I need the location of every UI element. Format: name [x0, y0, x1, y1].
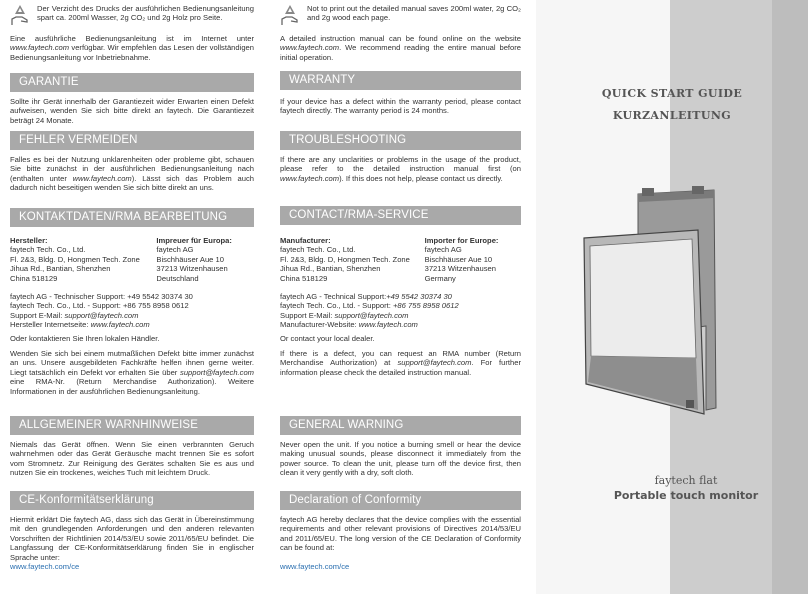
general-header-en: GENERAL WARNING — [280, 416, 521, 435]
intro-de — [10, 34, 254, 62]
warranty-text-de: Sollte ihr Gerät innerhalb der Garantiezeit wider Erwarten einen Defekt aufweisen, wenden Sie sich bitte direkt an faytech. Die Garantiezeit beträgt 24 Monate. — [10, 97, 254, 125]
rma-text-en — [280, 349, 521, 377]
contact-header-en: CONTACT/RMA-SERVICE — [280, 206, 521, 225]
intro-link[interactable]: www.faytech.com — [10, 43, 70, 53]
maker-line: faytech Tech. Co., Ltd. — [10, 245, 86, 255]
maker-line: Fl. 2&3, Bldg. D, Hongmen Tech. Zone — [10, 254, 140, 264]
rma-text-b: . For further information please check the detailed instruction manual. — [280, 358, 521, 377]
eco-note-text: Not to print out the detailed manual saves 200ml water, 2g CO₂ and 2g wood each page. — [307, 4, 521, 23]
importer-line: faytech AG — [424, 245, 462, 255]
maker-line: Jihua Rd., Bantian, Shenzhen — [10, 264, 111, 274]
general-text-en: Never open the unit. If you notice a burning smell or hear the device making unusual sounds, please disconnect it immediately from the power source. To clean the unit, please turn off the device first, then clean it very gently with a dry, soft cloth. — [280, 440, 521, 478]
addresses-de — [10, 236, 254, 283]
errors-header-de: FEHLER VERMEIDEN — [10, 131, 254, 150]
trouble-text-b: ). If this does not help, please contact us directly. — [339, 173, 503, 183]
intro-text-a: A detailed instruction manual can be found online on the website — [280, 34, 521, 43]
trouble-link[interactable]: www.faytech.com — [280, 173, 340, 183]
contact-header-de: KONTAKTDATEN/RMA BEARBEITUNG — [10, 208, 254, 227]
support-label: Support E-Mail: — [280, 310, 333, 320]
guide-title-de: KURZANLEITUNG — [612, 109, 732, 122]
support-label: Hersteller Internetseite: — [10, 320, 89, 330]
rma-text-a: Wenden Sie sich bei einem mutmaßlichen Defekt bitte immer zunächst an uns. Unsere ausgebildeten Fachkräfte helfen ihnen gerne weiter. Liegt tatsächlich ein Defekt vor erhalten Sie über — [10, 349, 254, 377]
support-website[interactable]: www.faytech.com — [90, 320, 150, 330]
rma-text-b: eine RMA-Nr. (Return Merchandise Authorization). Weitere Informationen in der ausführlichen Bedienungsanleitung. — [10, 377, 254, 396]
eco-note-text: Der Verzicht des Drucks der ausführlichen Bedienungsanleitung spart ca. 200ml Wasser, 2g CO₂ und 2g Holz pro Seite. — [37, 4, 254, 23]
maker-line: Jihua Rd., Bantian, Shenzhen — [280, 264, 381, 274]
general-text-de: Niemals das Gerät öffnen. Wenn Sie einen verbrannten Geruch wahrnehmen oder das Gerät Geräusche macht trennen Sie es sofort vom Stromnetz. Zur Reinigung des Gerätes schalten Sie es aus und nutzen Sie ein trockenes, weiches Tuch mit leichtem Druck. — [10, 440, 254, 478]
ce-link-de[interactable]: www.faytech.com/ce — [10, 562, 80, 572]
trouble-header-en: TROUBLESHOOTING — [280, 131, 521, 150]
product-brand: faytech flat — [654, 474, 718, 487]
recycle-hand-icon — [280, 4, 300, 26]
german-column — [10, 0, 254, 594]
support-phone: +49 5542 30374 30 — [127, 292, 193, 301]
support-email[interactable]: support@faytech.com — [334, 310, 409, 320]
warranty-text-en: If your device has a defect within the warranty period, please contact faytech directly. The warranty period is 24 months. — [280, 97, 521, 116]
rma-text-a: If there is a defect, you can request an RMA number (Return Merchandise Authorization) at — [280, 349, 521, 368]
maker-line: China 518129 — [280, 273, 328, 283]
rma-text-de — [10, 349, 254, 396]
eco-note-en — [280, 4, 521, 28]
support-label: faytech Tech. Co., Ltd. - Support: — [10, 301, 121, 311]
importer-label-de: Impreuer für Europa: — [156, 236, 232, 245]
maker-label-de: Hersteller: — [10, 236, 48, 245]
eco-note-de — [10, 4, 254, 28]
support-de — [10, 292, 254, 330]
local-dealer-en: Or contact your local dealer. — [280, 334, 375, 343]
english-column — [280, 0, 521, 594]
support-en — [280, 292, 521, 330]
importer-label-en: Importer for Europe: — [424, 236, 499, 245]
warranty-header-en: WARRANTY — [280, 71, 521, 90]
general-header-de: ALLGEMEINER WARNHINWEISE — [10, 416, 254, 435]
support-email[interactable]: support@faytech.com — [64, 310, 139, 320]
importer-line: faytech AG — [156, 245, 194, 255]
support-phone: +49 5542 30374 30 — [386, 292, 452, 301]
maker-line: Fl. 2&3, Bldg. D, Hongmen Tech. Zone — [280, 254, 410, 264]
addresses-en — [280, 236, 521, 283]
support-label: faytech AG - Technical Support: — [280, 292, 387, 301]
importer-line: 37213 Witzenhausen — [424, 264, 496, 274]
rma-link[interactable]: support@faytech.com — [397, 358, 472, 368]
errors-text-a: Falles es bei der Nutzung unklarenheiten oder probleme gibt, schauen Sie bitte zunächst in der ausführlichen Bedienungsanleitung nach (enthalten unter — [10, 155, 254, 183]
recycle-hand-icon — [10, 4, 30, 26]
intro-text-b: verfügbar. Wir empfehlen das Lesen der vollständigen Bedienungsanleitung vor Inbetriebnahme. — [10, 43, 254, 62]
intro-en — [280, 34, 521, 62]
cover-panel — [536, 0, 808, 594]
local-dealer-de: Oder kontaktieren Sie Ihren lokalen Händler. — [10, 334, 160, 343]
support-phone: +86 755 8958 0612 — [123, 301, 189, 311]
product-type: Portable touch monitor — [613, 489, 759, 502]
importer-line: Bischhäuser Aue 10 — [424, 254, 493, 264]
warranty-header-de: GARANTIE — [10, 73, 254, 92]
maker-line: China 518129 — [10, 273, 58, 283]
trouble-text-a: If there are any unclarities or problems in the usage of the product, please refer to the detailed instruction manual first (on — [280, 155, 521, 174]
support-label: Support E-Mail: — [10, 310, 63, 320]
intro-text-b: . We recommend reading the entire manual before initial operation. — [280, 43, 521, 62]
rma-link[interactable]: support@faytech.com — [180, 367, 254, 377]
trouble-text-en — [280, 155, 521, 183]
ce-header-de: CE-Konformitätserklärung — [10, 491, 254, 510]
errors-text-de — [10, 155, 254, 193]
importer-line: Germany — [424, 273, 456, 283]
ce-text-de: Hiermit erklärt Die faytech AG, dass sich das Gerät in Übereinstimmung mit den grundlegenden Anforderungen und den anderen relevanten Vorschriften der Richtlinien 2014/53/EU sowie 2011/65/EU befindet. Die Langfassung der CE-Konformitätserklärung finden Sie in englischer Sprache unter: — [10, 515, 254, 562]
maker-line: faytech Tech. Co., Ltd. — [280, 245, 356, 255]
errors-text-b: ). Lässt sich das Problem auch dadurch nicht beseitigen wenden Sie sich bitte direkt an uns. — [10, 173, 254, 193]
ce-header-en: Declaration of Conformity — [280, 491, 521, 510]
support-label: faytech AG - Technischer Support: — [10, 292, 126, 301]
intro-text-a: Eine ausführliche Bedienungsanleitung ist im Internet unter — [10, 34, 254, 43]
errors-link[interactable]: www.faytech.com — [72, 173, 132, 183]
importer-line: 37213 Witzenhausen — [156, 264, 228, 274]
support-label: Manufacturer-Website: — [280, 320, 357, 330]
ce-text-en: faytech AG hereby declares that the device complies with the essential requirements and other relevant provisions of Directives 2014/53/EU and 2011/65/EU. The long version of the CE Declaration of Conformity can be found at: — [280, 515, 521, 553]
importer-line: Bischhäuser Aue 10 — [156, 254, 224, 264]
importer-line: Deutschland — [156, 273, 199, 283]
support-phone: +86 755 8958 0612 — [393, 301, 459, 311]
monitor-illustration — [580, 186, 724, 418]
maker-label-en: Manufacturer: — [280, 236, 331, 245]
intro-link[interactable]: www.faytech.com — [280, 43, 340, 53]
guide-title-en: QUICK START GUIDE — [601, 87, 743, 100]
support-label: faytech Tech. Co., Ltd. - Support: — [280, 301, 391, 311]
ce-link-en[interactable]: www.faytech.com/ce — [280, 561, 350, 571]
support-website[interactable]: www.faytech.com — [358, 320, 418, 330]
